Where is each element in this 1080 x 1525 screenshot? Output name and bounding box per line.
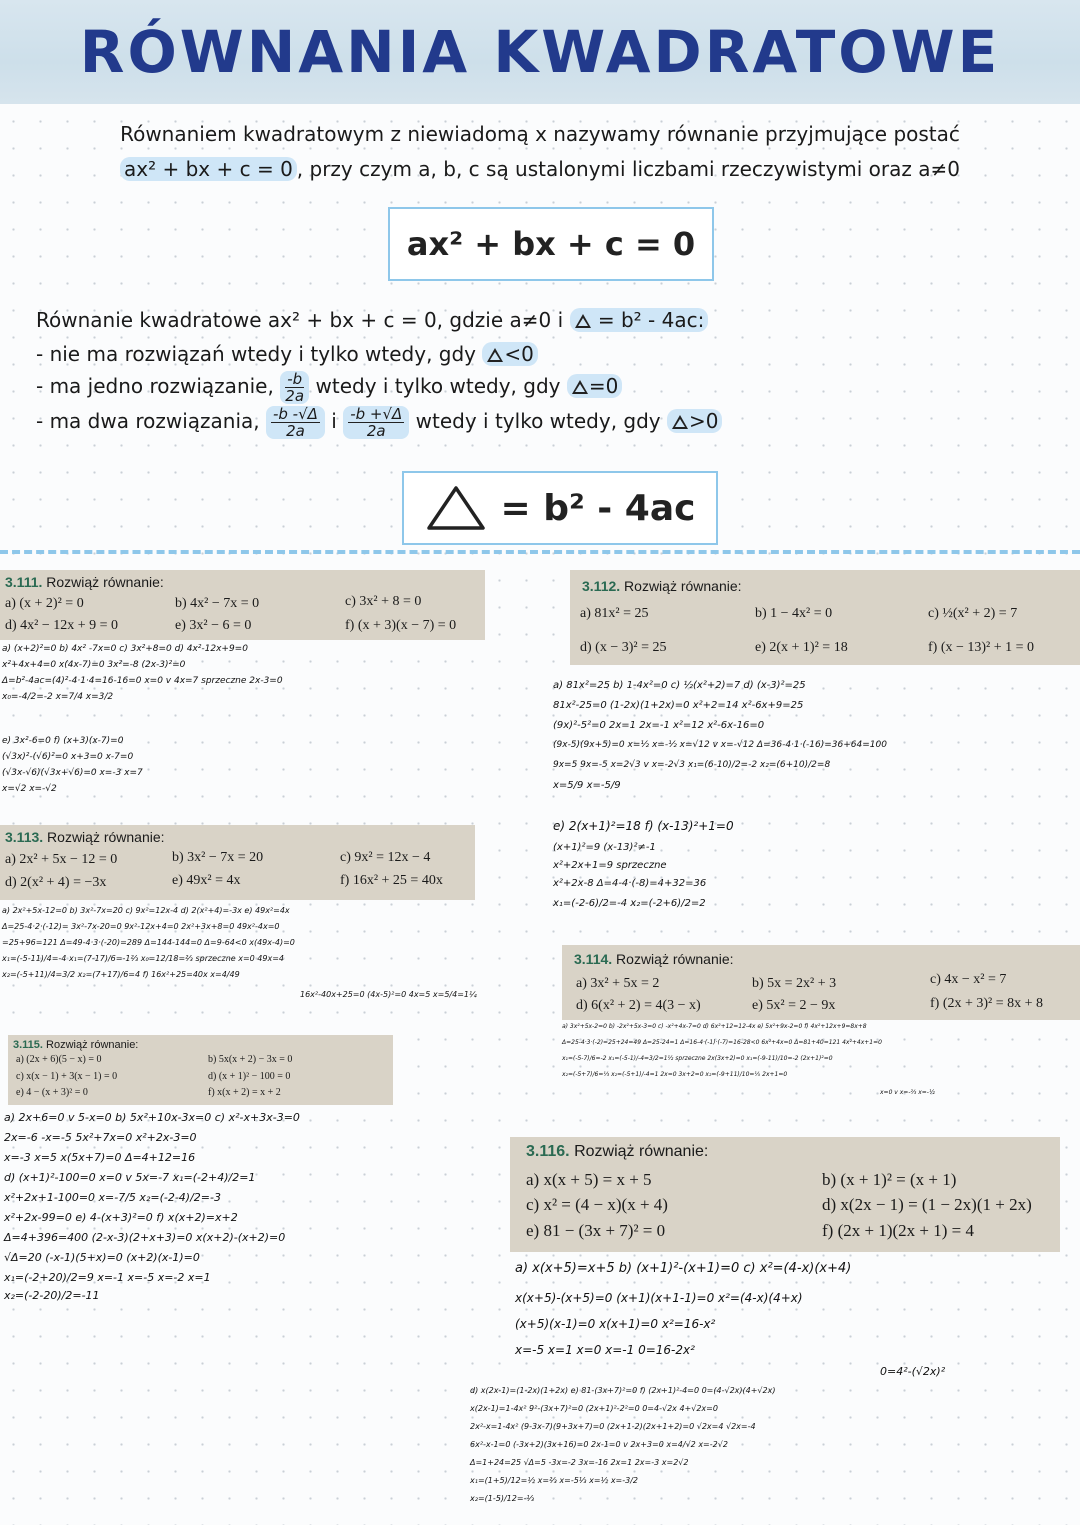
exercise-header [5, 829, 165, 845]
solution-3113-3: =25+96=121 Δ=49-4·3·(-20)=289 Δ=144-144=0 Δ=9-64<0 x(49x-4)=0 [2, 938, 295, 947]
exercise-number: 3.111. [5, 574, 43, 590]
solution-3116-5: 0=4²-(√2x)² [880, 1365, 946, 1378]
solution-3111-7: (√3x-√6)(√3x+√6)=0 x=-3 x=7 [2, 768, 143, 778]
solution-3112-5: 9x=5 9x=-5 x=2√3 v x=-2√3 x₁=(6-10)/2=-2 x₂=(6+10)/2=8 [553, 760, 831, 770]
task-item: c) x(x − 1) + 3(x − 1) = 0 [16, 1071, 118, 1082]
task-item: c) x² = (4 − x)(x + 4) [526, 1195, 668, 1214]
solution-3116-1: a) x(x+5)=x+5 b) (x+1)²-(x+1)=0 c) x²=(4-x)(x+4) [515, 1261, 852, 1276]
page-title: RÓWNANIA KWADRATOWE [79, 18, 1001, 86]
exercise-command: Rozwiąż równanie: [47, 829, 165, 845]
two-solutions-fraction-2 [343, 406, 409, 439]
solution-3116-7: x(2x-1)=1-4x² 9²-(3x+7)²=0 (2x+1)²-2²=0 0=4-√2x 4+√2x=0 [470, 1404, 718, 1413]
task-item: d) (x + 1)² − 100 = 0 [208, 1071, 291, 1082]
fraction-numerator: -b [287, 370, 303, 388]
task-item: a) (x + 2)² = 0 [5, 596, 84, 611]
no-solution-condition [482, 342, 537, 366]
two-solutions-and: i [331, 409, 337, 433]
delta-definition: = b² - 4ac: [597, 308, 705, 332]
exercise-header [526, 1143, 708, 1161]
exercise-3116-panel [510, 1137, 1060, 1252]
condition-no-solution [36, 342, 538, 366]
solution-3113-4: x₁=(-5-11)/4=-4 x₁=(7-17)/6=-1⅔ x₀=12/18=⅔ sprzeczne x=0 49x=4 [2, 954, 285, 963]
section-divider [0, 550, 1080, 554]
two-solutions-fraction-1 [266, 406, 325, 439]
solution-3116-3: (x+5)(x-1)=0 x(x+1)=0 x²=16-x² [515, 1317, 716, 1331]
exercise-3113-panel [0, 825, 475, 900]
fraction-denominator: 2a [285, 387, 305, 405]
task-item: a) 81x² = 25 [580, 606, 649, 621]
task-item: c) 4x − x² = 7 [930, 972, 1007, 987]
task-item: b) 5x(x + 2) − 3x = 0 [208, 1054, 293, 1065]
solution-3116-8: 2x²-x=1-4x² (9-3x-7)(9+3x+7)=0 (2x+1-2)(2x+1+2)=0 √2x=4 √2x=-4 [470, 1422, 756, 1431]
exercise-header [5, 574, 164, 590]
solution-3112-9: x²+2x+1=9 sprzeczne [553, 860, 667, 871]
solution-3116-10: Δ=1+24=25 √Δ=5 -3x=-2 3x=-16 2x=1 2x=-3 x=2√2 [470, 1458, 689, 1467]
exercise-command: Rozwiąż równanie: [624, 578, 742, 594]
task-item: b) 5x = 2x² + 3 [752, 976, 837, 991]
solution-3114-3: x₁=(-5-7)/6=-2 x₁=(-5-1)/-4=3/2=1½ sprzeczne 2x(3x+2)=0 x₁=(-9-11)/10=-2 (2x+1)²=0 [562, 1055, 833, 1062]
task-item: d) (x − 3)² = 25 [580, 640, 667, 655]
task-item: e) 3x² − 6 = 0 [175, 618, 252, 633]
one-solution-fraction [280, 371, 309, 404]
task-item: d) 6(x² + 2) = 4(3 − x) [576, 998, 701, 1013]
intro-line-2 [60, 157, 1020, 181]
delta-highlight [570, 308, 709, 332]
solution-3114-2: Δ=25-4·3·(-2)=25+24=49 Δ=25-24=1 Δ=16-4·(-1)·(-7)=16-28<0 6x²+4x=0 Δ=81+40=121 4x²+4x+1=0 [562, 1039, 882, 1046]
solution-3115-1: a) 2x+6=0 v 5-x=0 b) 5x²+10x-3x=0 c) x²-x+3x-3=0 [4, 1111, 300, 1124]
exercise-number: 3.114. [574, 951, 613, 967]
task-item: a) 2x² + 5x − 12 = 0 [5, 852, 118, 867]
solution-3114-5: x=0 v x=-⅔ x=-½ [880, 1089, 935, 1096]
exercise-3115-panel [8, 1035, 393, 1105]
intro-rest: , przy czym a, b, c są ustalonymi liczbami rzeczywistymi oraz a≠0 [296, 157, 960, 181]
exercise-3112-panel [570, 570, 1080, 665]
solution-3112-3: (9x)²-5²=0 2x=1 2x=-1 x²=12 x²-6x-16=0 [553, 720, 765, 731]
fraction-numerator: -b +√Δ [350, 405, 403, 423]
task-item: d) x(2x − 1) = (1 − 2x)(1 + 2x) [822, 1195, 1032, 1214]
solution-3116-2: x(x+5)-(x+5)=0 (x+1)(x+1-1)=0 x²=(4-x)(4+x) [515, 1291, 803, 1305]
one-solution-condition [567, 374, 622, 398]
exercise-number: 3.116. [526, 1143, 570, 1160]
exercise-number: 3.112. [582, 578, 621, 594]
fraction-denominator: 2a [286, 422, 305, 440]
solution-3115-8: √Δ=20 (-x-1)(5+x)=0 (x+2)(x-1)=0 [4, 1251, 200, 1264]
condition-intro [36, 308, 708, 332]
solution-3115-9: x₁=(-2+20)/2=9 x=-1 x=-5 x=-2 x=1 [4, 1271, 211, 1284]
solution-3112-4: (9x-5)(9x+5)=0 x=½ x=-½ x=√12 v x=-√12 Δ=36-4·1·(-16)=36+64=100 [553, 740, 887, 750]
solution-3113-5: x₂=(-5+11)/4=3/2 x₂=(7+17)/6=4 f) 16x²+25=40x x=4/49 [2, 970, 240, 979]
task-item: a) x(x + 5) = x + 5 [526, 1170, 652, 1189]
solution-3116-6: d) x(2x-1)=(1-2x)(1+2x) e) 81-(3x+7)²=0 f) (2x+1)²-4=0 0=(4-√2x)(4+√2x) [470, 1386, 776, 1395]
exercise-3114-panel [562, 945, 1080, 1020]
task-item: b) 1 − 4x² = 0 [755, 606, 833, 621]
solution-3116-11: x₁=(1+5)/12=½ x=⅔ x=-5⅓ x=½ x=-3/2 [470, 1476, 639, 1485]
solution-3116-9: 6x²-x-1=0 (-3x+2)(3x+16)=0 2x-1=0 v 2x+3=0 x=4/√2 x=-2√2 [470, 1440, 728, 1449]
one-solution-text: - ma jedno rozwiązanie, [36, 374, 274, 398]
task-item: e) 81 − (3x + 7)² = 0 [526, 1221, 666, 1240]
task-item: f) (2x + 1)(2x + 1) = 4 [822, 1221, 974, 1240]
task-item: e) 2(x + 1)² = 18 [755, 640, 848, 655]
solution-3115-6: x²+2x-99=0 e) 4-(x+3)²=0 f) x(x+2)=x+2 [4, 1211, 238, 1224]
fraction-numerator: -b -√Δ [272, 405, 318, 423]
solution-3112-1: a) 81x²=25 b) 1-4x²=0 c) ½(x²+2)=7 d) (x-3)²=25 [553, 680, 806, 691]
delta-icon [487, 348, 503, 362]
solution-3111-5: e) 3x²-6=0 f) (x+3)(x-7)=0 [2, 736, 124, 746]
task-item: c) 9x² = 12x − 4 [340, 850, 431, 865]
delta-formula-box [402, 471, 718, 545]
two-solutions-text: - ma dwa rozwiązania, [36, 409, 260, 433]
condition-intro-text: Równanie kwadratowe ax² + bx + c = 0, gdzie a≠0 i [36, 308, 564, 332]
two-solutions-condition [667, 409, 722, 433]
solution-3112-6: x=5/9 x=-5/9 [553, 780, 621, 791]
solution-3111-3: Δ=b²-4ac=(4)²-4·1·4=16-16=0 x=0 v 4x=7 sprzeczne 2x-3=0 [2, 676, 283, 686]
solution-3111-1: a) (x+2)²=0 b) 4x² -7x=0 c) 3x²+8=0 d) 4x²-12x+9=0 [2, 644, 248, 654]
task-item: a) 3x² + 5x = 2 [576, 976, 660, 991]
intro-line-1: Równaniem kwadratowym z niewiadomą x nazywamy równanie przyjmujące postać [120, 122, 960, 146]
task-item: f) (x + 3)(x − 7) = 0 [345, 618, 457, 633]
solution-3115-4: d) (x+1)²-100=0 x=0 v 5x=-7 x₁=(-2+4)/2=1 [4, 1171, 256, 1184]
two-solutions-sign: >0 [689, 409, 719, 433]
task-item: e) 49x² = 4x [172, 873, 241, 888]
task-item: d) 2(x² + 4) = −3x [5, 875, 107, 890]
solution-3111-8: x=√2 x=-√2 [2, 784, 57, 794]
two-solutions-when: wtedy i tylko wtedy, gdy [415, 409, 661, 433]
solution-3111-4: x₀=-4/2=-2 x=7/4 x=3/2 [2, 692, 114, 702]
exercise-header [582, 578, 742, 594]
solution-3114-4: x₂=(-5+7)/6=⅓ x₂=(-5+1)/-4=1 2x=0 3x+2=0 x₂=(-9+11)/10=⅕ 2x+1=0 [562, 1071, 788, 1078]
general-form-box [388, 207, 714, 281]
solution-3113-6: 16x²-40x+25=0 (4x-5)²=0 4x=5 x=5/4=1¼ [300, 990, 477, 999]
task-item: e) 4 − (x + 3)² = 0 [16, 1087, 88, 1098]
task-item: b) 4x² − 7x = 0 [175, 596, 260, 611]
no-solution-text: - nie ma rozwiązań wtedy i tylko wtedy, gdy [36, 342, 477, 366]
solution-3115-7: Δ=4+396=400 (2-x-3)(2+x+3)=0 x(x+2)-(x+2)=0 [4, 1231, 286, 1244]
one-solution-when: wtedy i tylko wtedy, gdy [315, 374, 561, 398]
solution-3112-10: x²+2x-8 Δ=4-4·(-8)=4+32=36 [553, 878, 707, 889]
exercise-header [574, 951, 734, 967]
exercise-command: Rozwiąż równanie: [574, 1143, 709, 1160]
intro-formula: ax² + bx + c = 0 [120, 157, 297, 181]
solution-3112-2: 81x²-25=0 (1-2x)(1+2x)=0 x²+2=14 x²-6x+9=25 [553, 700, 804, 711]
exercise-number: 3.115. [13, 1039, 43, 1051]
delta-icon [575, 314, 591, 328]
exercise-command: Rozwiąż równanie: [46, 1039, 139, 1051]
condition-two-solutions [36, 406, 722, 439]
task-item: a) (2x + 6)(5 − x) = 0 [16, 1054, 102, 1065]
exercise-3111-panel [0, 570, 485, 640]
task-item: c) 3x² + 8 = 0 [345, 594, 422, 609]
condition-one-solution [36, 371, 622, 404]
solution-3115-2: 2x=-6 -x=-5 5x²+7x=0 x²+2x-3=0 [4, 1131, 197, 1144]
solution-3111-6: (√3x)²-(√6)²=0 x+3=0 x-7=0 [2, 752, 134, 762]
delta-triangle-icon [425, 484, 487, 532]
task-item: e) 5x² = 2 − 9x [752, 998, 836, 1013]
solution-3112-8: (x+1)²=9 (x-13)²≠-1 [553, 842, 656, 853]
general-form-formula: ax² + bx + c = 0 [406, 225, 696, 263]
task-item: f) (x − 13)² + 1 = 0 [928, 640, 1035, 655]
exercise-command: Rozwiąż równanie: [616, 951, 734, 967]
exercise-command: Rozwiąż równanie: [46, 574, 164, 590]
fraction-denominator: 2a [366, 422, 386, 440]
task-item: f) 16x² + 25 = 40x [340, 873, 443, 888]
solution-3115-5: x²+2x+1-100=0 x=-7/5 x₂=(-2-4)/2=-3 [4, 1191, 221, 1204]
solution-3116-12: x₂=(1-5)/12=-⅓ [470, 1494, 535, 1503]
solution-3116-4: x=-5 x=1 x=0 x=-1 0=16-2x² [515, 1343, 695, 1357]
solution-3115-3: x=-3 x=5 x(5x+7)=0 Δ=4+12=16 [4, 1151, 196, 1164]
exercise-header [13, 1039, 138, 1051]
solution-3112-7: e) 2(x+1)²=18 f) (x-13)²+1=0 [553, 819, 734, 833]
delta-formula: = b² - 4ac [500, 487, 696, 529]
task-item: f) x(x + 2) = x + 2 [208, 1087, 281, 1098]
solution-3114-1: a) 3x²+5x-2=0 b) -2x²+5x-3=0 c) -x²+4x-7=0 d) 6x²+12=12-4x e) 5x²+9x-2=0 f) 4x²+12x+9=8x+8 [562, 1023, 867, 1030]
task-item: b) (x + 1)² = (x + 1) [822, 1170, 957, 1189]
solution-3113-2: Δ=25-4·2·(-12)= 3x²-7x-20=0 9x²-12x+4=0 2x²+3x+8=0 49x²-4x=0 [2, 922, 280, 931]
delta-icon [672, 415, 688, 429]
solution-3115-10: x₂=(-2-20)/2=-11 [4, 1289, 100, 1302]
task-item: f) (2x + 3)² = 8x + 8 [930, 996, 1044, 1011]
task-item: d) 4x² − 12x + 9 = 0 [5, 618, 119, 633]
task-item: b) 3x² − 7x = 20 [172, 850, 264, 865]
one-solution-sign: =0 [588, 374, 619, 398]
task-item: c) ½(x² + 2) = 7 [928, 606, 1018, 621]
delta-icon [572, 380, 588, 394]
exercise-number: 3.113. [5, 829, 44, 845]
solution-3111-2: x²+4x+4=0 x(4x-7)=0 3x²=-8 (2x-3)²=0 [2, 660, 186, 670]
no-solution-sign: <0 [504, 342, 534, 366]
solution-3113-1: a) 2x²+5x-12=0 b) 3x²-7x=20 c) 9x²=12x-4 d) 2(x²+4)=-3x e) 49x²=4x [2, 906, 290, 915]
solution-3112-11: x₁=(-2-6)/2=-4 x₂=(-2+6)/2=2 [553, 898, 706, 909]
